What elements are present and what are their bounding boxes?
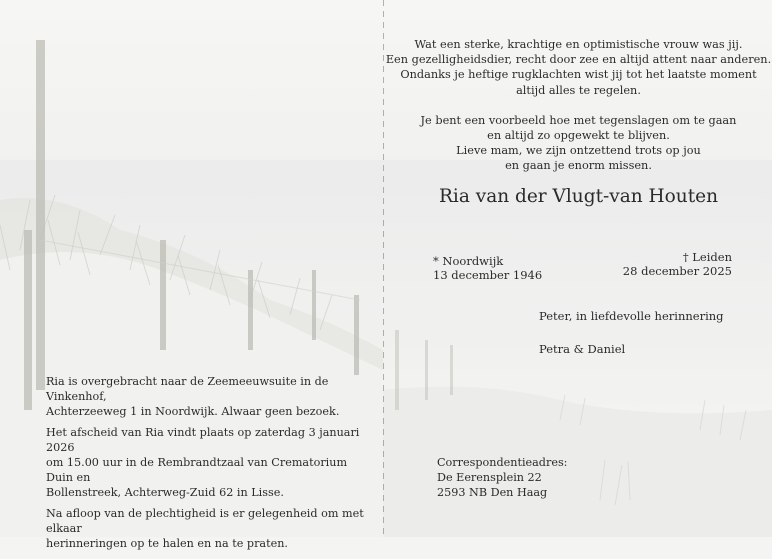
poem-line: altijd alles te regelen. [516,83,641,97]
poem-line: Wat een sterke, krachtige en optimistische vrouw was jij. [414,38,743,51]
info-paragraph-farewell [46,426,366,500]
info-line: Achterzeeweg 1 in Noordwijk. Alwaar geen bezoek. [46,404,340,418]
poem-line: Lieve mam, we zijn ontzettend trots op jou [456,144,701,158]
address-street: De Eerensplein 22 [437,471,542,484]
address-label: Correspondentieadres: [437,456,568,469]
poem-stanza-gap [385,98,772,113]
info-line: Bollenstreek, Achterweg-Zuid 62 in Lisse. [46,485,284,499]
poem-line: Een gezelligheidsdier, recht door zee en altijd attent naar anderen. [385,53,772,67]
poem-line: en altijd zo opgewekt te blijven. [487,129,670,143]
page-fold [383,0,384,537]
birth-date: 13 december 1946 [433,268,543,282]
address-city: 2593 NB Den Haag [437,486,548,499]
birth-place: * Noordwijk [433,254,504,268]
poem [385,37,772,174]
info-paragraph-afterwards [46,507,366,551]
poem-line: en gaan je enorm missen. [505,159,652,173]
info-line: om 15.00 uur in de Rembrandtzaal van Crematorium Duin en [46,455,348,484]
death-place: † Leiden [682,250,732,264]
poem-line: Ondanks je heftige rugklachten wist jij tot het laatste moment [400,68,757,82]
info-line: Ria is overgebracht naar de Zeemeeuwsuite in de Vinkenhof, [46,375,329,403]
family-line-children: Petra & Daniel [539,342,626,356]
info-line: herinneringen op te halen en na te praten. [46,536,288,550]
info-line: Het afscheid van Ria vindt plaats op zaterdag 3 januari 2026 [46,426,360,455]
family-line-peter: Peter, in liefdevolle herinnering [539,309,724,323]
deceased-name: Ria van der Vlugt-van Houten [438,186,719,207]
info-paragraph-viewing [46,375,366,419]
death-date: 28 december 2025 [622,264,732,278]
ceremony-info [46,375,366,559]
correspondence-address [437,455,567,500]
info-line: Na afloop van de plechtigheid is er gelegenheid om met elkaar [46,507,364,536]
poem-line: Je bent een voorbeeld hoe met tegenslagen om te gaan [420,113,737,127]
